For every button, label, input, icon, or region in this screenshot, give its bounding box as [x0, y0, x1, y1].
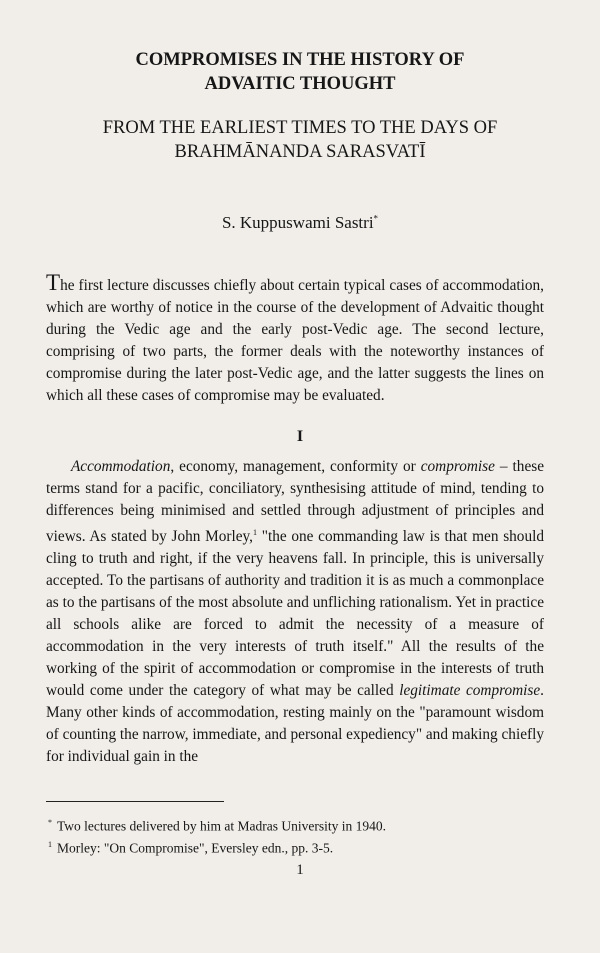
section-numeral: I [296, 428, 304, 445]
footnote-reference: 1 [253, 528, 257, 537]
body-segment-3: "the one commanding law is that men should cling to truth and right, if the very heavens fall. In principle, this is universally accepted. To the partisans of authority and tradition it is as much a commonplace as to the partisans of the most absolute and unfliching rationalism. Yet in practice all schools alike are forced to admit the necessity of a measure of accommodation in the very interests of truth itself." All the results of the working of the spirit of accommodation or compromise in the interests of truth would come under the category of what may be called [46, 528, 544, 700]
subtitle-line-2: BRAHMĀNANDA SARASVATĪ [174, 142, 426, 162]
footnote-item [48, 836, 548, 858]
body-segment-1: , economy, management, conformity or [170, 458, 421, 475]
footnote-marker: 1 [48, 839, 52, 849]
body-paragraph [46, 456, 544, 768]
author-footnote-marker: * [373, 213, 379, 224]
body-segment-4: . Many other kinds of accommodation, resting mainly on the "paramount wisdom of counting the narrow, immediate, and personal expediency" and making chiefly for individual gain in the [46, 682, 544, 766]
main-title [0, 48, 600, 96]
main-title-line-1: COMPROMISES IN THE HISTORY OF [135, 50, 465, 70]
body-segment-2: – these terms stand for a pacific, conciliatory, synthesising attitude of mind, tending to differences being minimised and settled through adjustment of principles and views. As stated by John Morley, [46, 458, 544, 546]
footnote-text: Two lectures delivered by him at Madras University in 1940. [57, 818, 386, 834]
abstract-text: he first lecture discusses chiefly about certain typical cases of accommodation, which are worthy of notice in the course of the development of Advaitic thought during the Vedic age and the early post-Vedic age. The second lecture, comprising of two parts, the former deals with the noteworthy instances of compromise during the later post-Vedic age, and the latter suggests the lines on which all these cases of compromise may be evaluated. [46, 277, 544, 404]
footnote-text: Morley: "On Compromise", Eversley edn., pp. 3-5. [57, 840, 334, 855]
subtitle-line-1: FROM THE EARLIEST TIMES TO THE DAYS OF [102, 118, 498, 138]
term-accommodation: Accommodation [70, 458, 171, 475]
footnote-marker: * [48, 818, 52, 827]
term-compromise: compromise [420, 458, 495, 475]
author-byline [0, 213, 600, 233]
abstract-paragraph [46, 270, 544, 407]
author-name: S. Kuppuswami Sastri [221, 213, 374, 232]
footnotes [48, 814, 548, 857]
drop-cap: T [46, 270, 61, 295]
footnote-item [48, 814, 548, 836]
subtitle [0, 116, 600, 164]
term-legitimate-compromise: legitimate compromise [399, 682, 541, 700]
page-number: 1 [296, 862, 304, 878]
footnote-divider [46, 801, 224, 802]
main-title-line-2: ADVAITIC THOUGHT [204, 74, 396, 94]
